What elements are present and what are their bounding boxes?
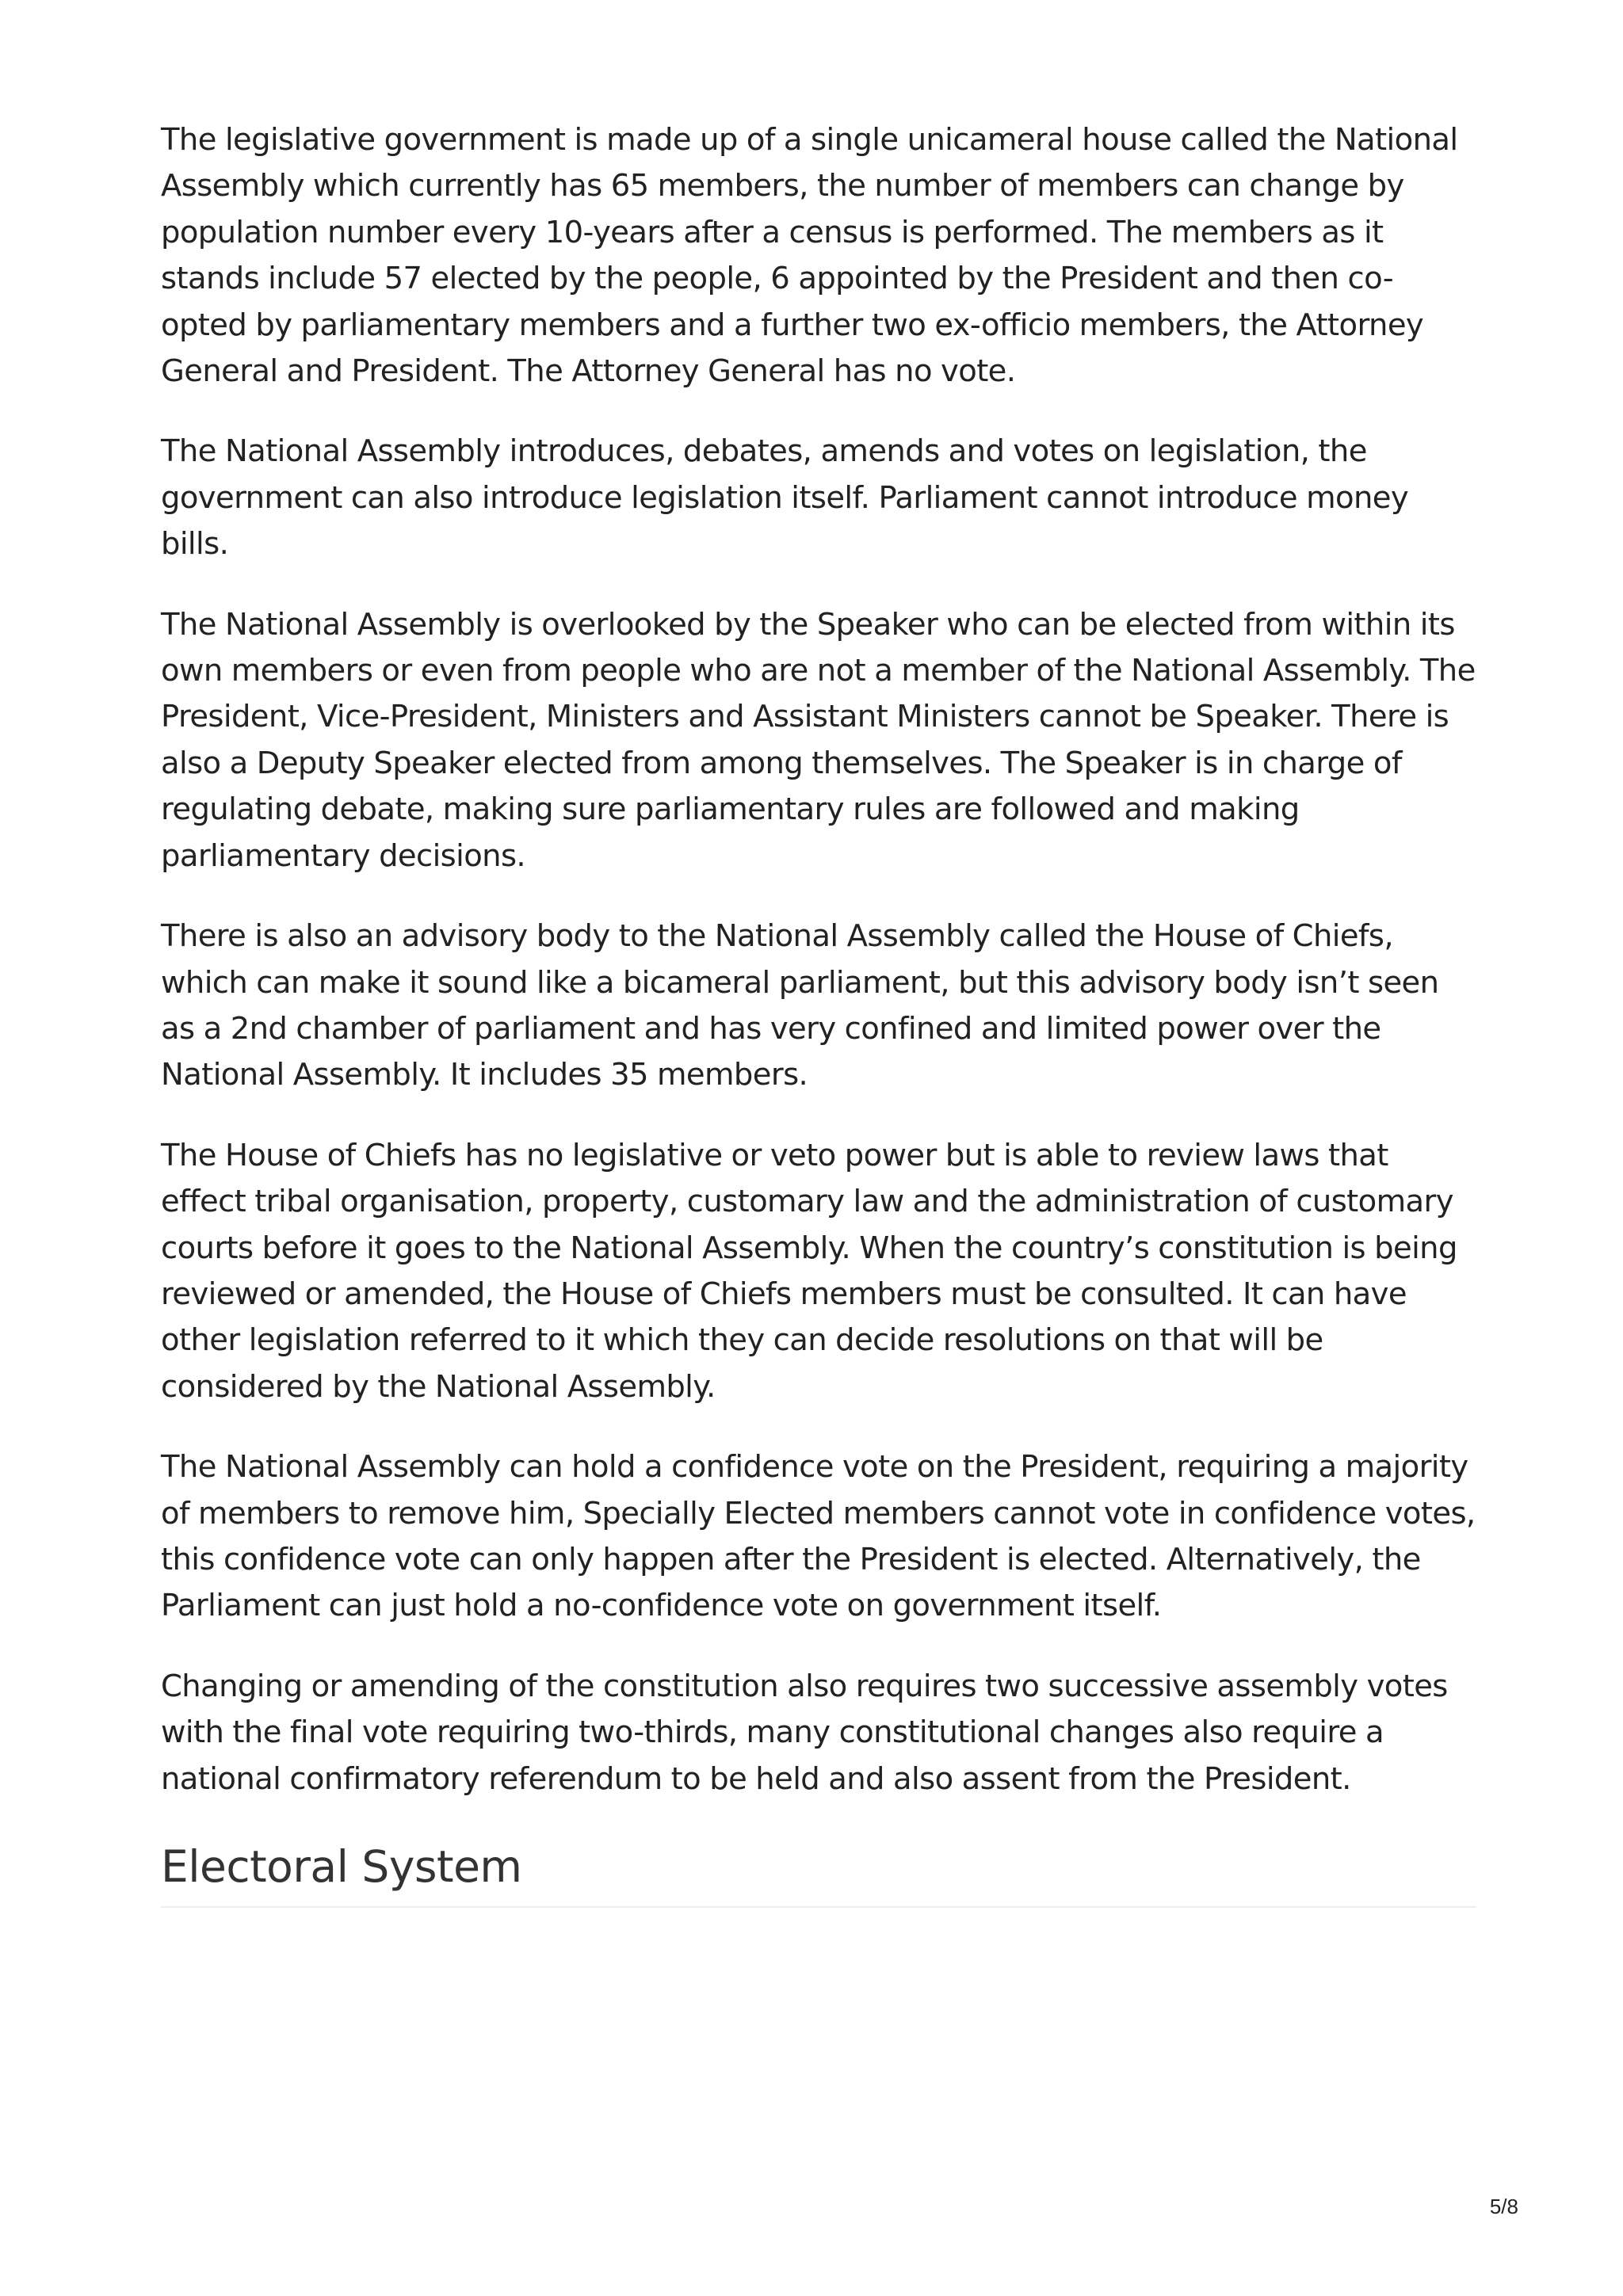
paragraph-national-assembly-role: The National Assembly introduces, debates, amends and votes on legislation, the government can also introduce legislation itself. Parliament cannot introduce money bills. (161, 433, 1409, 563)
paragraph-legislature-composition: The legislative government is made up of a single unicameral house called the National Assembly which currently has 65 members, the number of members can change by population number every 10-years after a census is performed. The members as it stands include 57 elected by the people, 6 appointed by the President and then co-opted by parliamentary members and a further two ex-officio members, the Attorney General and President. The Attorney General has no vote. (161, 122, 1458, 390)
paragraph-confidence-vote: The National Assembly can hold a confidence vote on the President, requiring a majority of members to remove him, Specially Elected members cannot vote in confidence votes, this confidence vote can only happen after the President is elected. Alternatively, the Parliament can just hold a no-confidence vote on government itself. (161, 1449, 1476, 1624)
paragraph-constitution-amendment: Changing or amending of the constitution also requires two successive assembly votes with the final vote requiring two-thirds, many constitutional changes also require a national confirmatory referendum to be held and also assent from the President. (161, 1668, 1448, 1797)
paragraph-speaker: The National Assembly is overlooked by the Speaker who can be elected from within its own members or even from people who are not a member of the National Assembly. The President, Vice-President, Ministers and Assistant Ministers cannot be Speaker. There is also a Deputy Speaker elected from among themselves. The Speaker is in charge of regulating debate, making sure parliamentary rules are followed and making parliamentary decisions. (161, 606, 1476, 874)
page-number: 5/8 (1489, 2195, 1518, 2218)
paragraph-house-of-chiefs-powers: The House of Chiefs has no legislative or veto power but is able to review laws that effect tribal organisation, property, customary law and the administration of customary courts before it goes to the National Assembly. When the country’s constitution is being reviewed or amended, the House of Chiefs members must be consulted. It can have other legislation referred to it which they can decide resolutions on that will be considered by the National Assembly. (161, 1137, 1457, 1405)
section-heading: Electoral System (161, 1836, 1476, 1908)
paragraph-house-of-chiefs: There is also an advisory body to the National Assembly called the House of Chiefs, which can make it sound like a bicameral parliament, but this advisory body isn’t seen as a 2nd chamber of parliament and has very confined and limited power over the National Assembly. It includes 35 members. (161, 918, 1439, 1093)
article-body (161, 117, 1476, 1908)
